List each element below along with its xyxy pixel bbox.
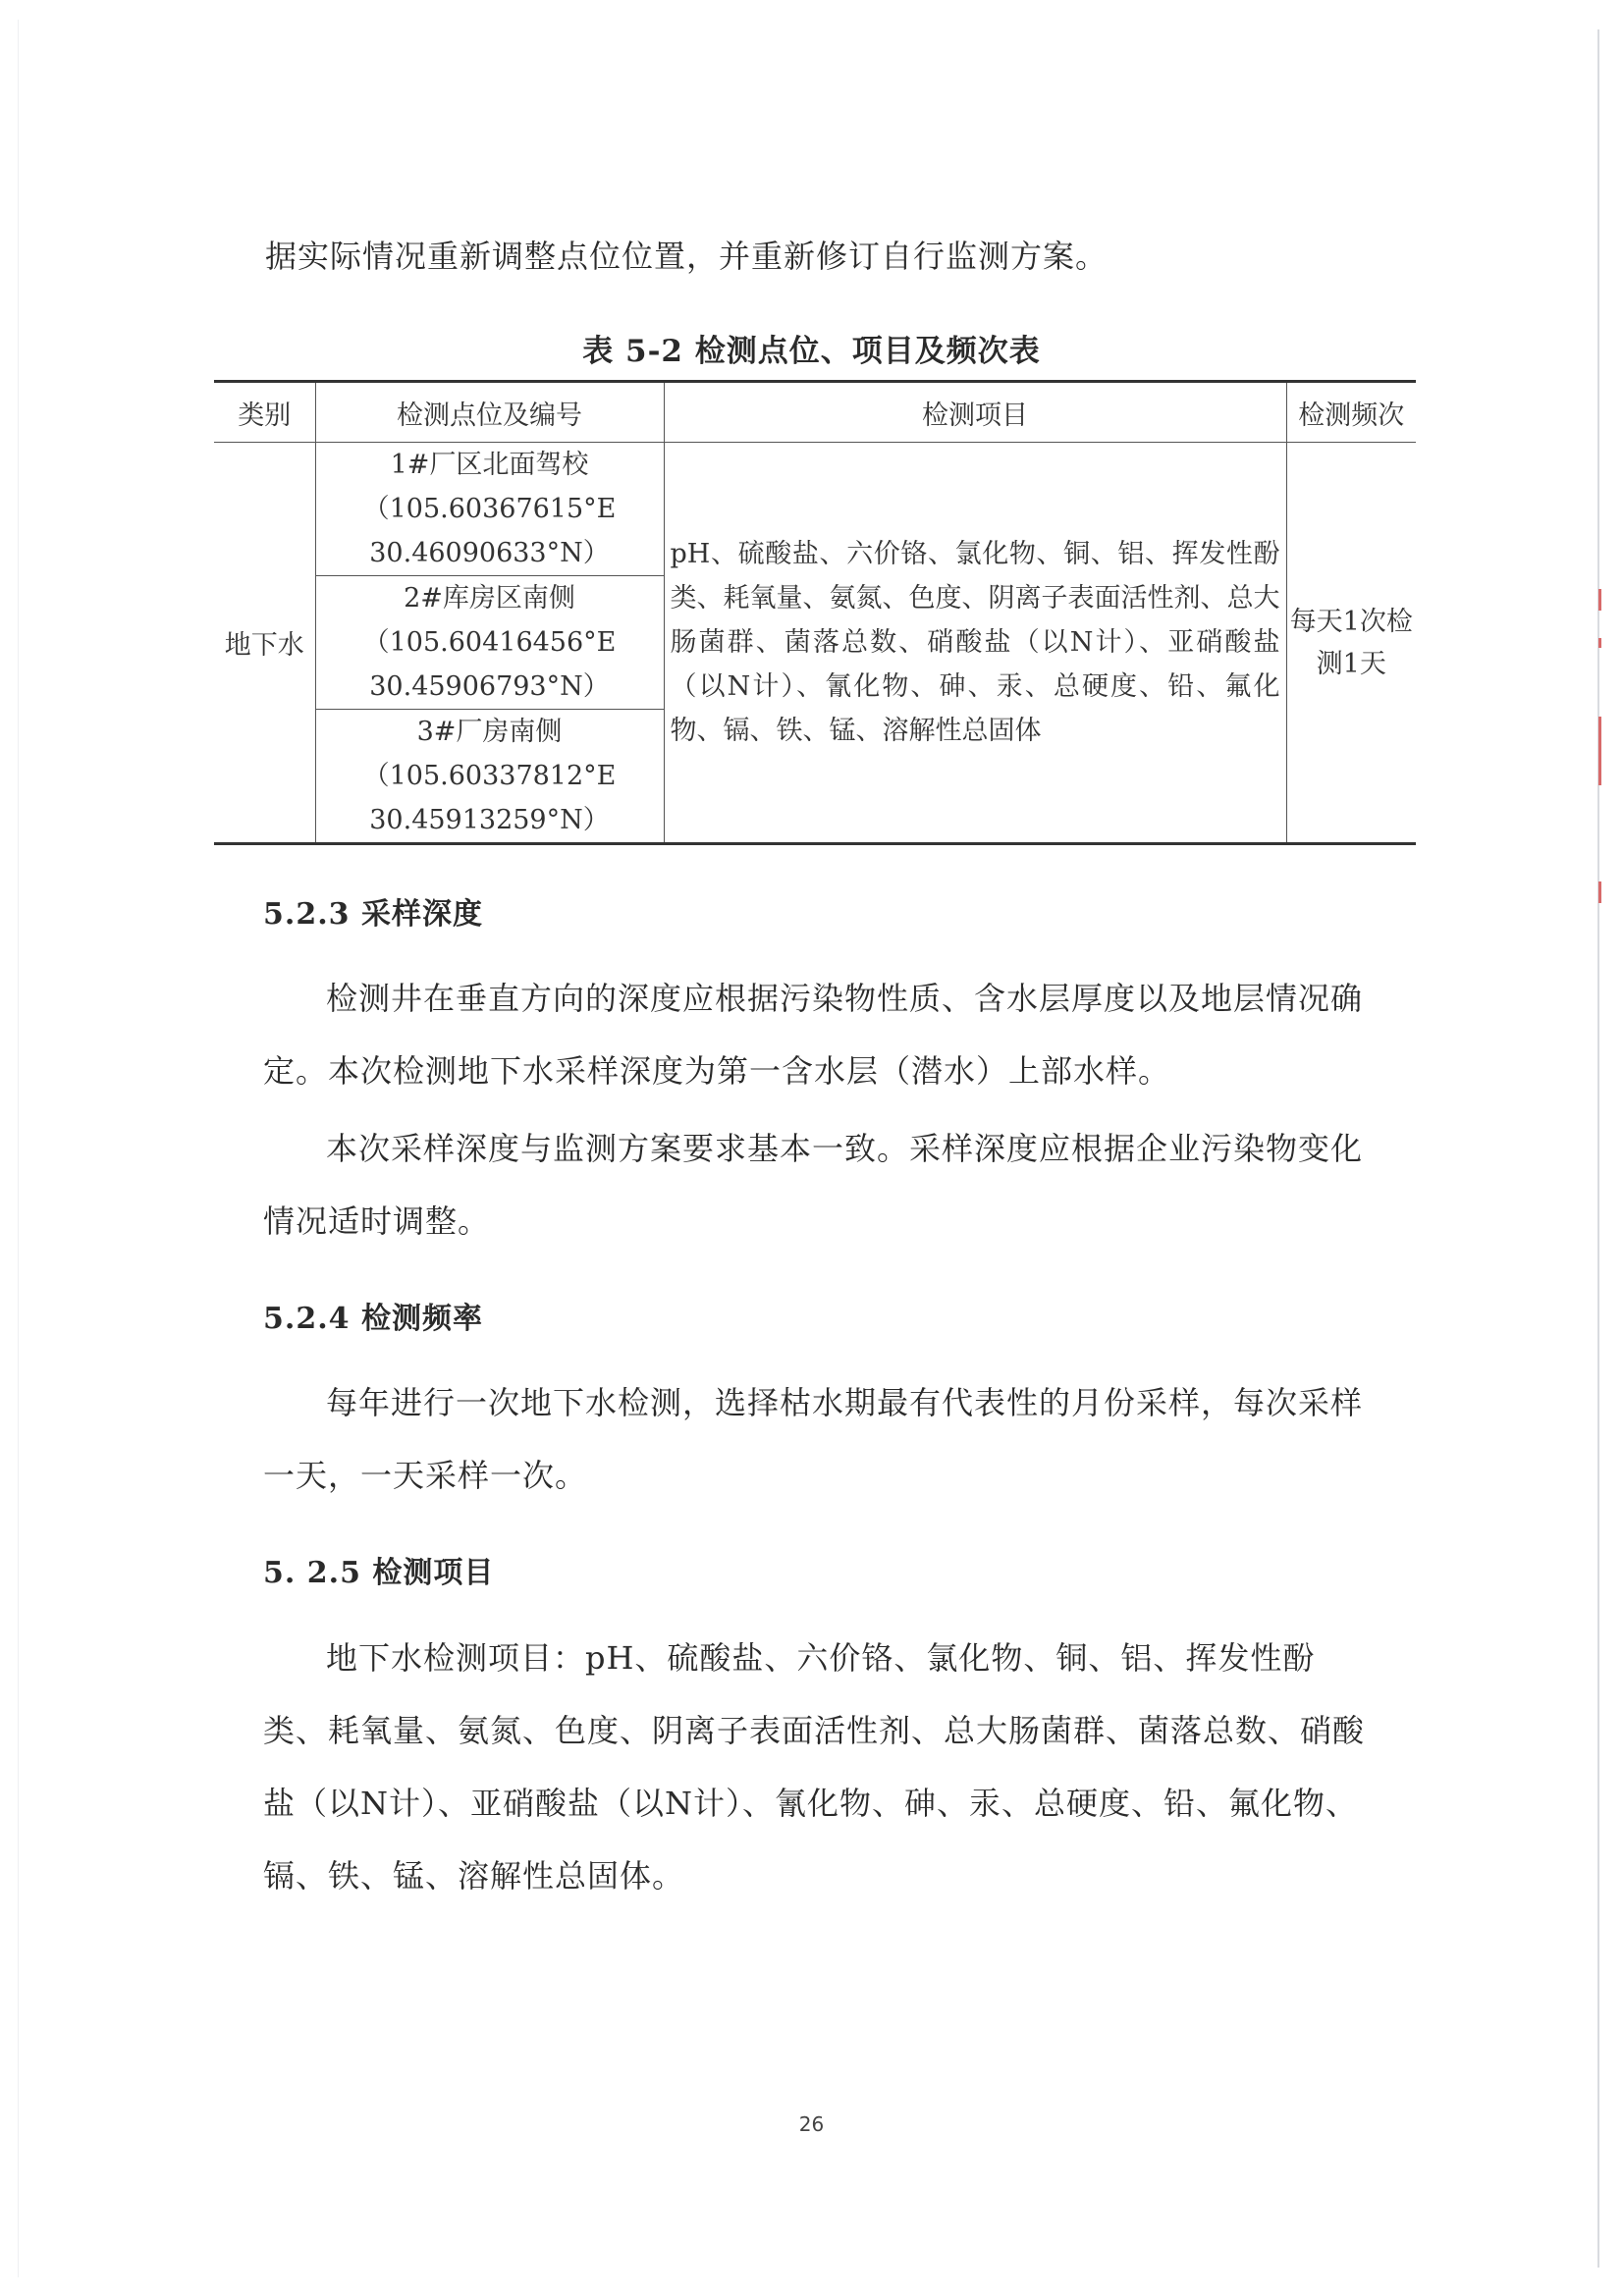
point-name: 1#厂区北面驾校 (390, 450, 589, 480)
frequency-cell: 每天1次检测1天 (1286, 443, 1416, 844)
point-latitude: 30.46090633°N） (369, 538, 610, 568)
scan-red-mark (1598, 881, 1601, 903)
table-row (214, 443, 1416, 576)
page-number: 26 (798, 2112, 825, 2136)
monitoring-table (214, 380, 1416, 845)
paragraph-sampling-depth-2: 本次采样深度与监测方案要求基本一致。采样深度应根据企业污染物变化情况适时调整。 (263, 1130, 1364, 1240)
items-cell: pH、硫酸盐、六价铬、氯化物、铜、铝、挥发性酚类、耗氧量、氨氮、色度、阴离子表面活性剂、总大肠菌群、菌落总数、硝酸盐（以N计）、亚硝酸盐（以N计）、氰化物、砷、汞、总硬度、铅、氟化物、镉、铁、锰、溶解性总固体 (664, 443, 1286, 844)
point-cell-2 (315, 576, 664, 710)
header-category: 类别 (214, 382, 315, 443)
heading-5-2-5: 5. 2.5 检测项目 (263, 1556, 495, 1590)
header-points: 检测点位及编号 (315, 382, 664, 443)
point-longitude: （105.60337812°E (362, 761, 617, 791)
header-items: 检测项目 (664, 382, 1286, 443)
header-frequency: 检测频次 (1286, 382, 1416, 443)
point-name: 3#厂房南侧 (416, 717, 563, 747)
point-latitude: 30.45906793°N） (369, 671, 610, 702)
table-header-row (214, 382, 1416, 443)
heading-5-2-4: 5.2.4 检测频率 (263, 1302, 483, 1336)
heading-5-2-3: 5.2.3 采样深度 (263, 897, 483, 932)
paragraph-sampling-depth-1: 检测井在垂直方向的深度应根据污染物性质、含水层厚度以及地层情况确定。本次检测地下水采样深度为第一含水层（潜水）上部水样。 (263, 980, 1364, 1090)
category-cell: 地下水 (214, 443, 315, 844)
paragraph-items: 地下水检测项目：pH、硫酸盐、六价铬、氯化物、铜、铝、挥发性酚类、耗氧量、氨氮、色度、阴离子表面活性剂、总大肠菌群、菌落总数、硝酸盐（以N计）、亚硝酸盐（以N计）、氰化物、砷、汞、总硬度、铅、氟化物、镉、铁、锰、溶解性总固体。 (263, 1639, 1366, 1895)
point-name: 2#库房区南侧 (404, 583, 575, 614)
paragraph-frequency: 每年进行一次地下水检测，选择枯水期最有代表性的月份采样，每次采样一天，一天采样一次。 (263, 1384, 1364, 1494)
point-cell-3 (315, 710, 664, 844)
scan-red-mark (1598, 589, 1601, 611)
table-caption: 表 5-2 检测点位、项目及频次表 (582, 334, 1041, 369)
point-longitude: （105.60367615°E (362, 494, 617, 524)
point-cell-1 (315, 443, 664, 576)
intro-line: 据实际情况重新调整点位位置，并重新修订自行监测方案。 (265, 238, 1109, 275)
scan-red-mark (1598, 638, 1601, 648)
scan-red-mark (1598, 717, 1601, 785)
point-longitude: （105.60416456°E (362, 627, 617, 658)
point-latitude: 30.45913259°N） (369, 805, 610, 835)
